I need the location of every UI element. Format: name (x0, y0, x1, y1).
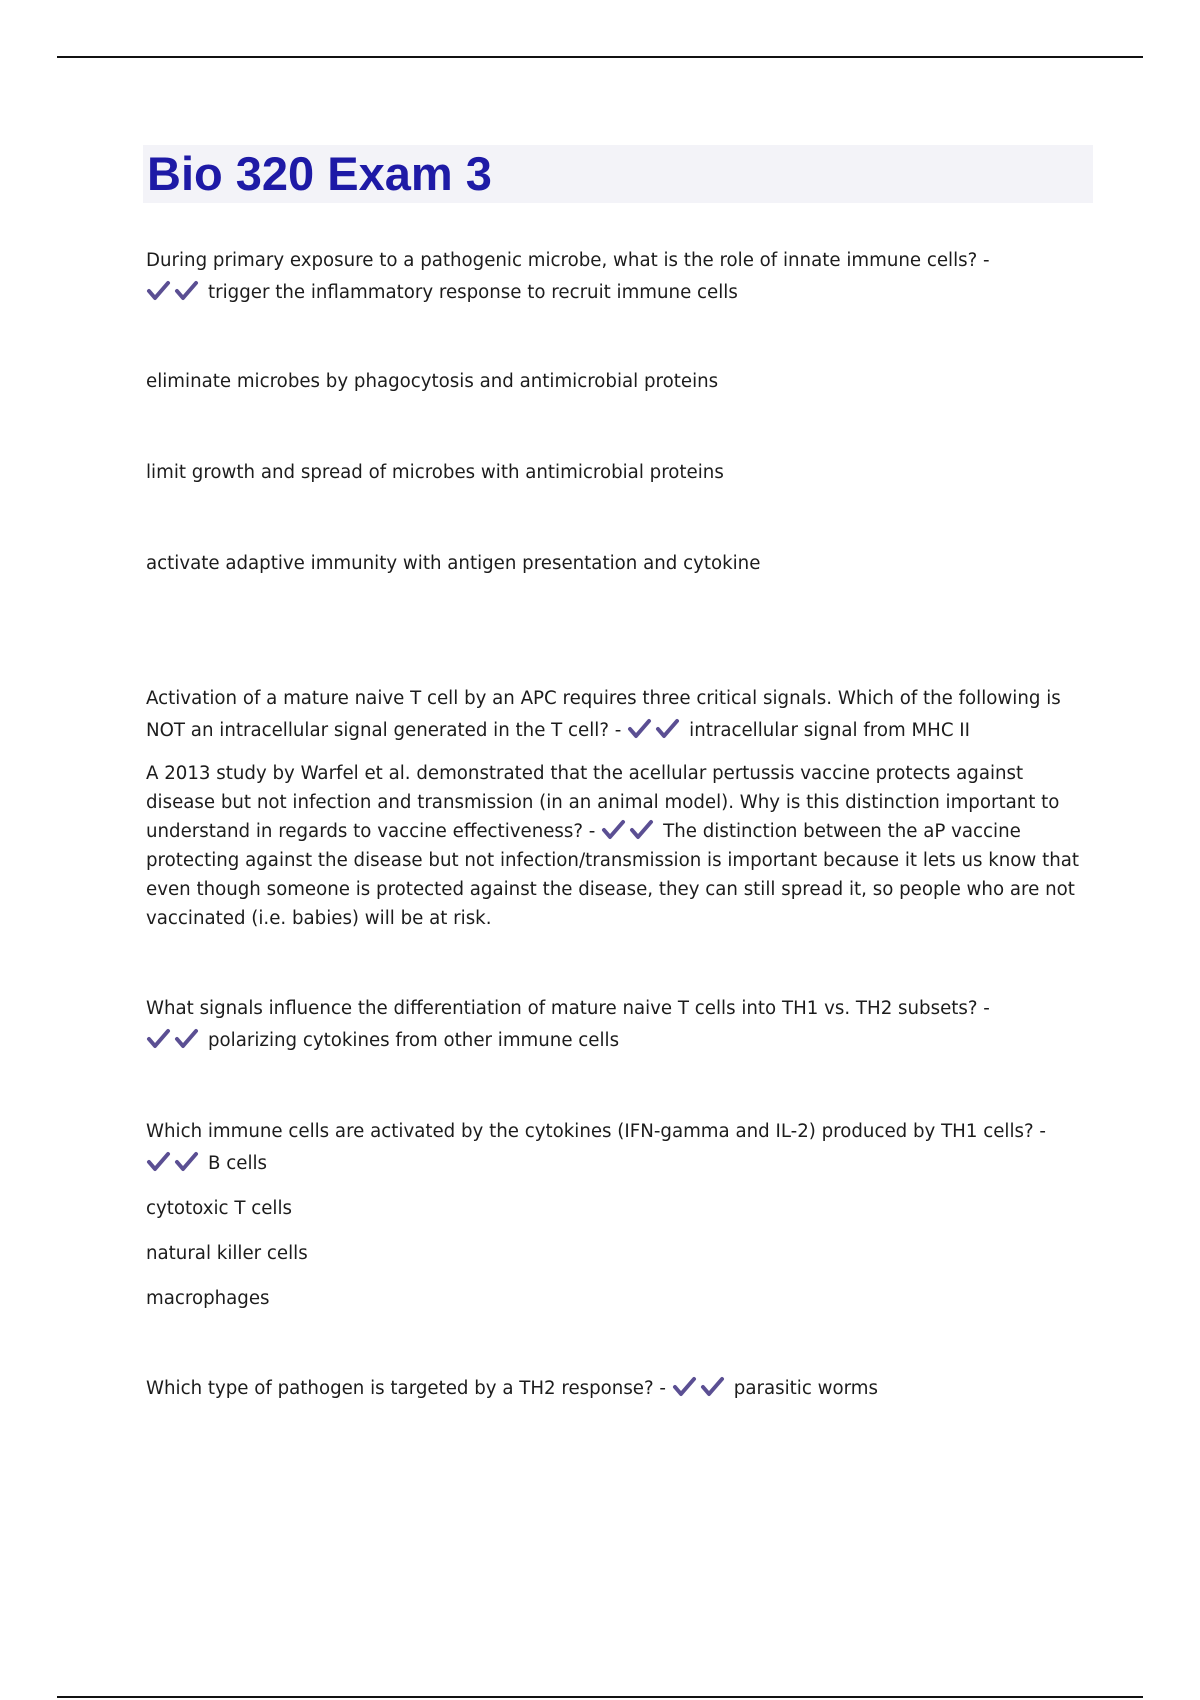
question-1-option-3: activate adaptive immunity with antigen presentation and cytokine (146, 553, 761, 574)
double-checkmark-icon (146, 280, 204, 302)
answer-1-text: trigger the inflammatory response to recruit immune cells (208, 282, 738, 303)
question-3-text: A 2013 study by Warfel et al. demonstrated that the acellular pertussis vaccine protects against disease but not infection and transmission (in an animal model). Why is this distinction important to understand in regards to vaccine effectiveness? - (146, 763, 1060, 842)
page-title: Bio 320 Exam 3 (147, 147, 492, 200)
question-1-block (146, 245, 1091, 309)
title-band (143, 145, 1093, 203)
question-1-option-1: eliminate microbes by phagocytosis and antimicrobial proteins (146, 371, 719, 392)
question-1-text: During primary exposure to a pathogenic microbe, what is the role of innate immune cells? - (146, 250, 990, 271)
top-rule (57, 56, 1143, 58)
question-3-block (146, 759, 1091, 933)
document-body (146, 245, 1091, 1405)
question-1-option-2: limit growth and spread of microbes with antimicrobial proteins (146, 462, 724, 483)
double-checkmark-icon (672, 1376, 730, 1398)
double-checkmark-icon (146, 1151, 204, 1173)
bottom-rule (57, 1696, 1143, 1698)
question-5-block (146, 1116, 1091, 1180)
answer-6-text: parasitic worms (733, 1378, 878, 1399)
question-4-block (146, 993, 1091, 1057)
question-5-option-3: macrophages (146, 1288, 270, 1309)
question-6-block (146, 1373, 1091, 1405)
question-5-option-1: cytotoxic T cells (146, 1198, 292, 1219)
question-5-option-2: natural killer cells (146, 1243, 308, 1264)
answer-3-text: The distinction between the aP vaccine protecting against the disease but not infection/transmission is important because it lets us know that even though someone is protected against the disease, they can still spread it, so people who are not vaccinated (i.e. babies) will be at risk. (146, 821, 1080, 929)
question-6-text: Which type of pathogen is targeted by a TH2 response? - (146, 1378, 666, 1399)
question-2-text: Activation of a mature naive T cell by an APC requires three critical signals. Which of the following is NOT an intracellular signal generated in the T cell? - (146, 688, 1061, 741)
answer-4-text: polarizing cytokines from other immune cells (208, 1030, 620, 1051)
question-4-text: What signals influence the differentiation of mature naive T cells into TH1 vs. TH2 subsets? - (146, 998, 990, 1019)
question-5-text: Which immune cells are activated by the cytokines (IFN-gamma and IL-2) produced by TH1 cells? - (146, 1121, 1046, 1142)
double-checkmark-icon (627, 718, 685, 740)
double-checkmark-icon (146, 1028, 204, 1050)
question-2-block (146, 683, 1091, 747)
double-checkmark-icon (601, 819, 659, 841)
answer-5-text: B cells (208, 1153, 268, 1174)
answer-2-text: intracellular signal from MHC II (689, 720, 971, 741)
